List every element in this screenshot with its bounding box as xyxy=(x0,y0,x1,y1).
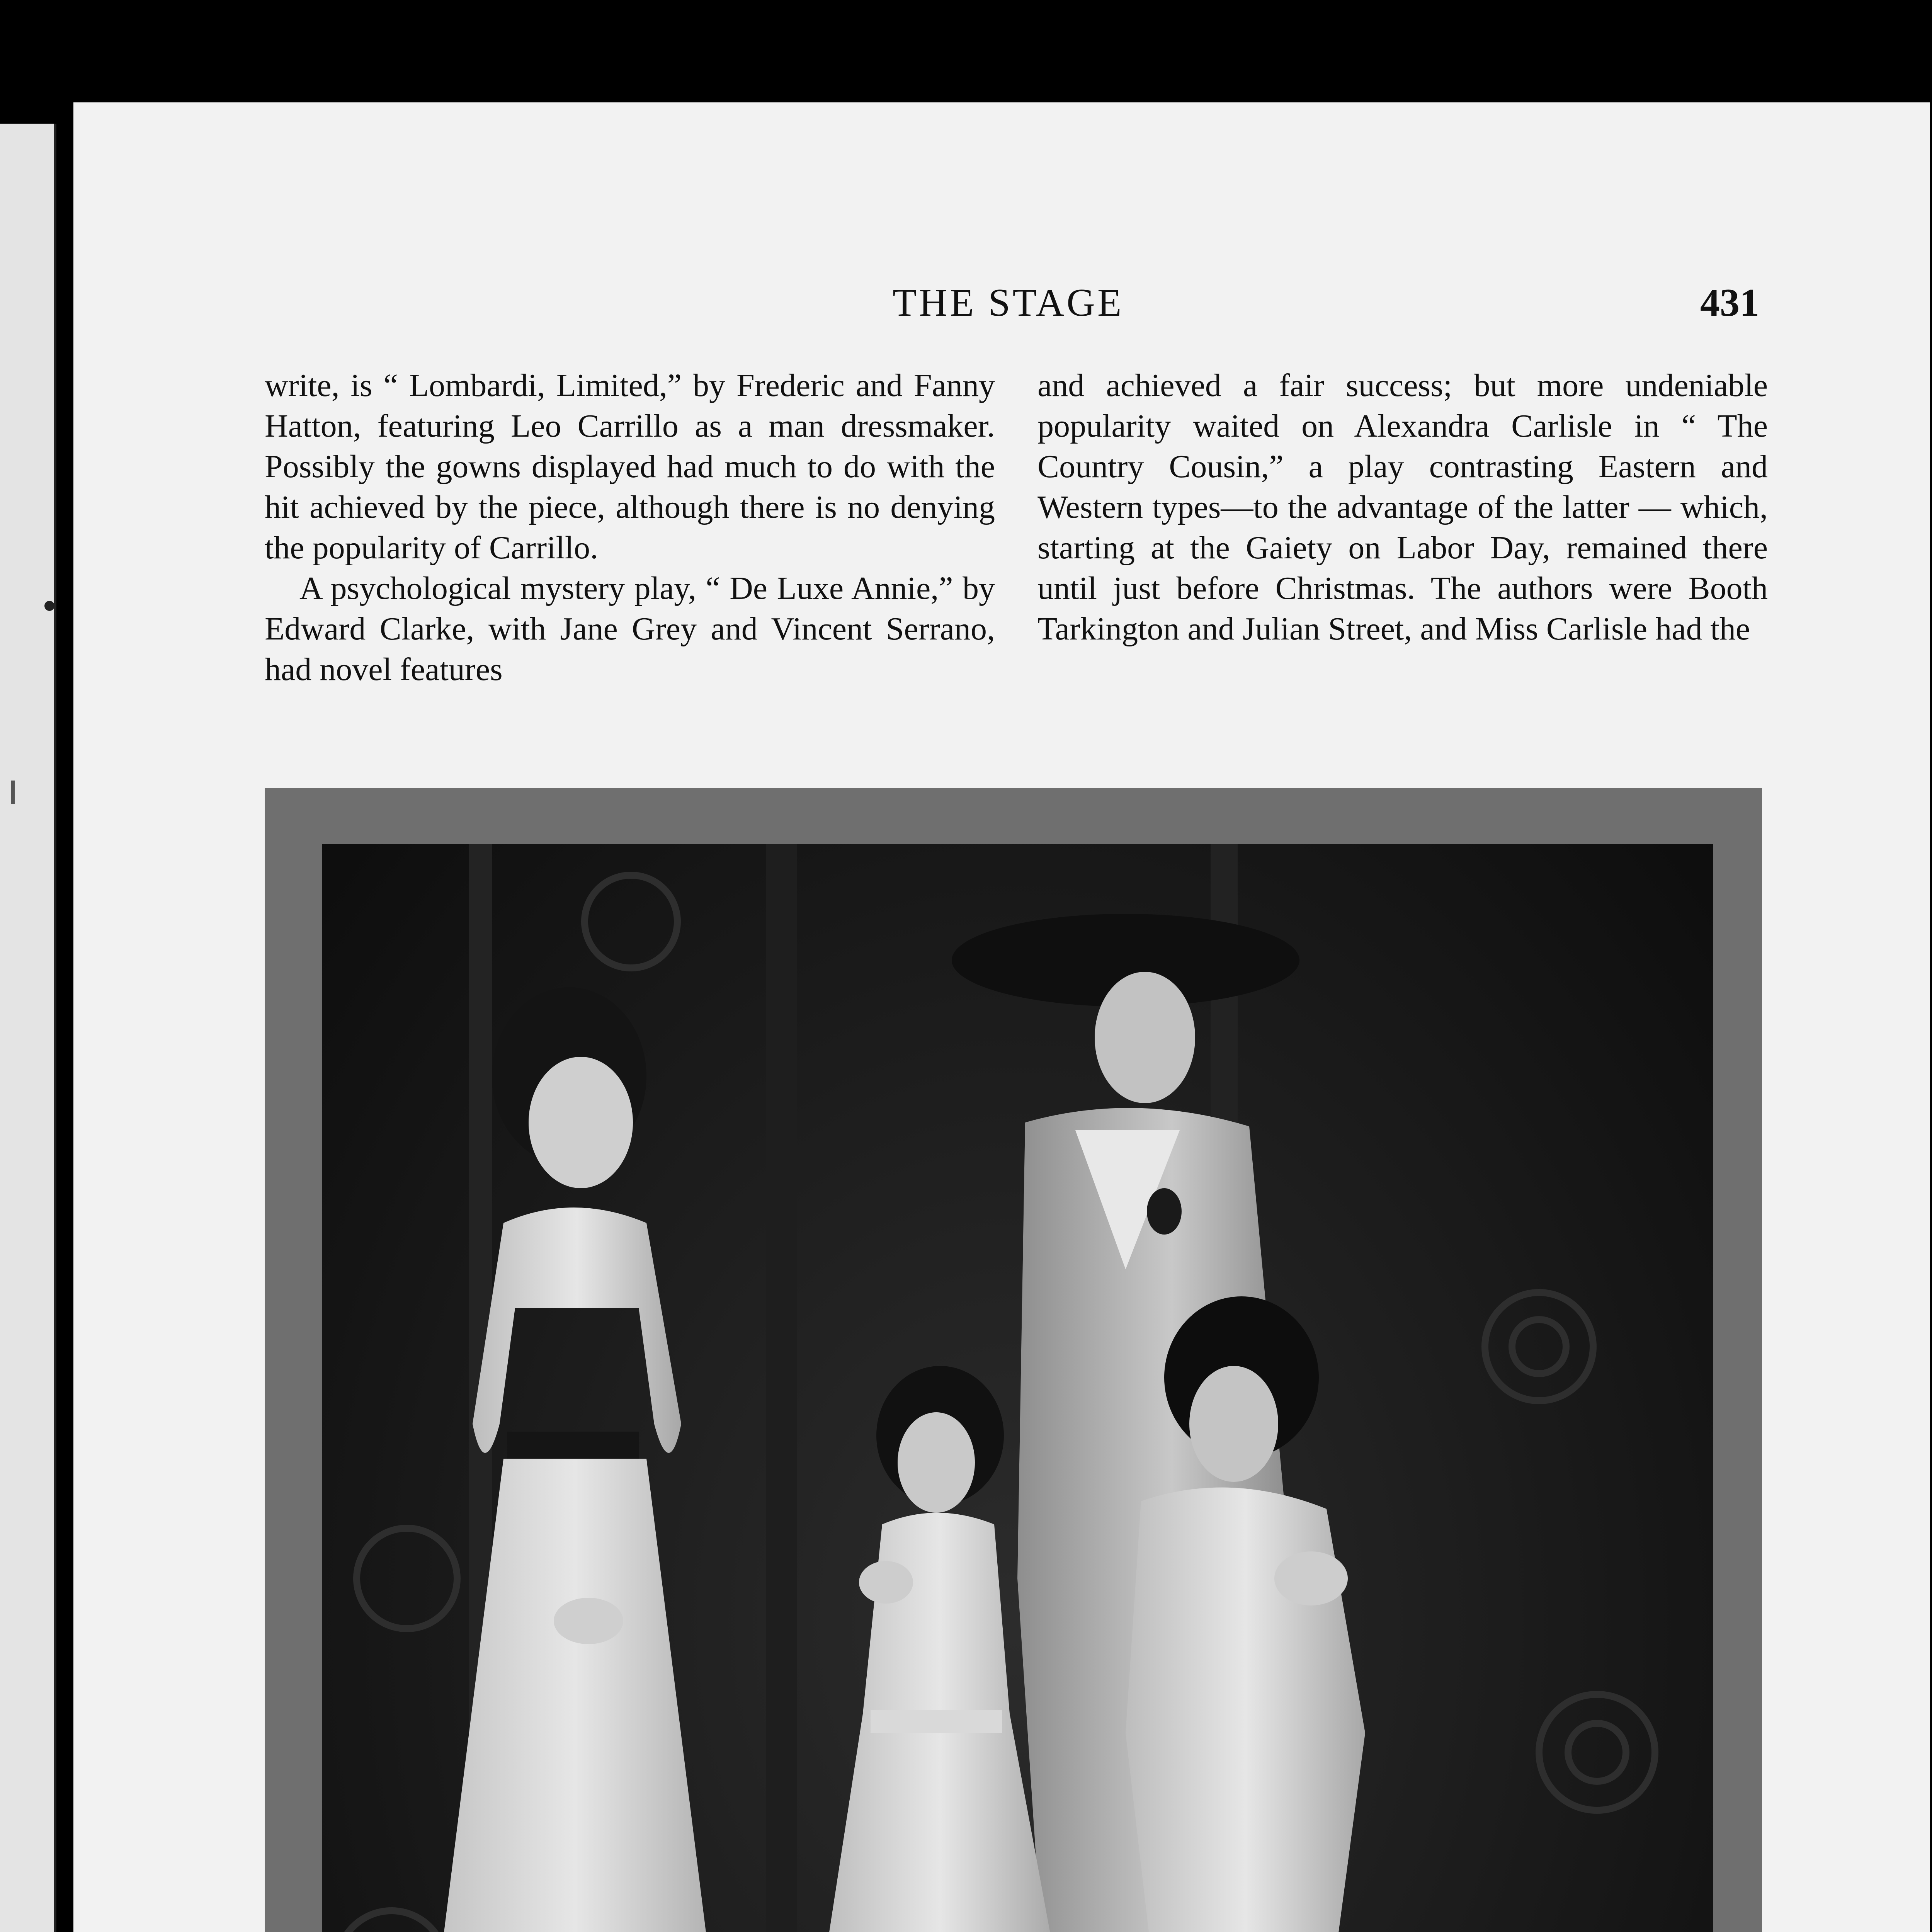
running-title: THE STAGE xyxy=(893,281,1124,325)
photo-frame xyxy=(265,788,1762,1932)
page-header xyxy=(73,280,1930,338)
margin-dot xyxy=(44,601,54,611)
text-column-left xyxy=(265,365,995,690)
text-column-right xyxy=(1037,365,1768,649)
photograph-image xyxy=(322,844,1713,1932)
paragraph: and achieved a fair success; but more undeniable popularity waited on Alexandra Carlisle in “ The Country Cousin,” a play contrasting Eastern and Western types—to the advantage of the latter — which, starting at the Gaiety on Labor Day, remained there until just before Christmas. The authors were Booth Tarkington and Julian Street, and Miss Carlisle had the xyxy=(1037,367,1768,647)
paragraph: write, is “ Lombardi, Limited,” by Frederic and Fanny Hatton, featuring Leo Carrillo as a man dressmaker. Possibly the gowns displayed had much to do with the hit achieved by the piece, although there is no denying the popularity of Carrillo. xyxy=(265,367,995,566)
margin-mark xyxy=(11,781,15,804)
stage-photograph xyxy=(322,844,1713,1932)
paragraph: A psychological mystery play, “ De Luxe Annie,” by Edward Clarke, with Jane Grey and Vincent Serrano, had novel features xyxy=(265,570,995,687)
magazine-page xyxy=(73,102,1930,1932)
page-number: 431 xyxy=(1700,281,1759,325)
left-page-edge xyxy=(0,124,56,1932)
